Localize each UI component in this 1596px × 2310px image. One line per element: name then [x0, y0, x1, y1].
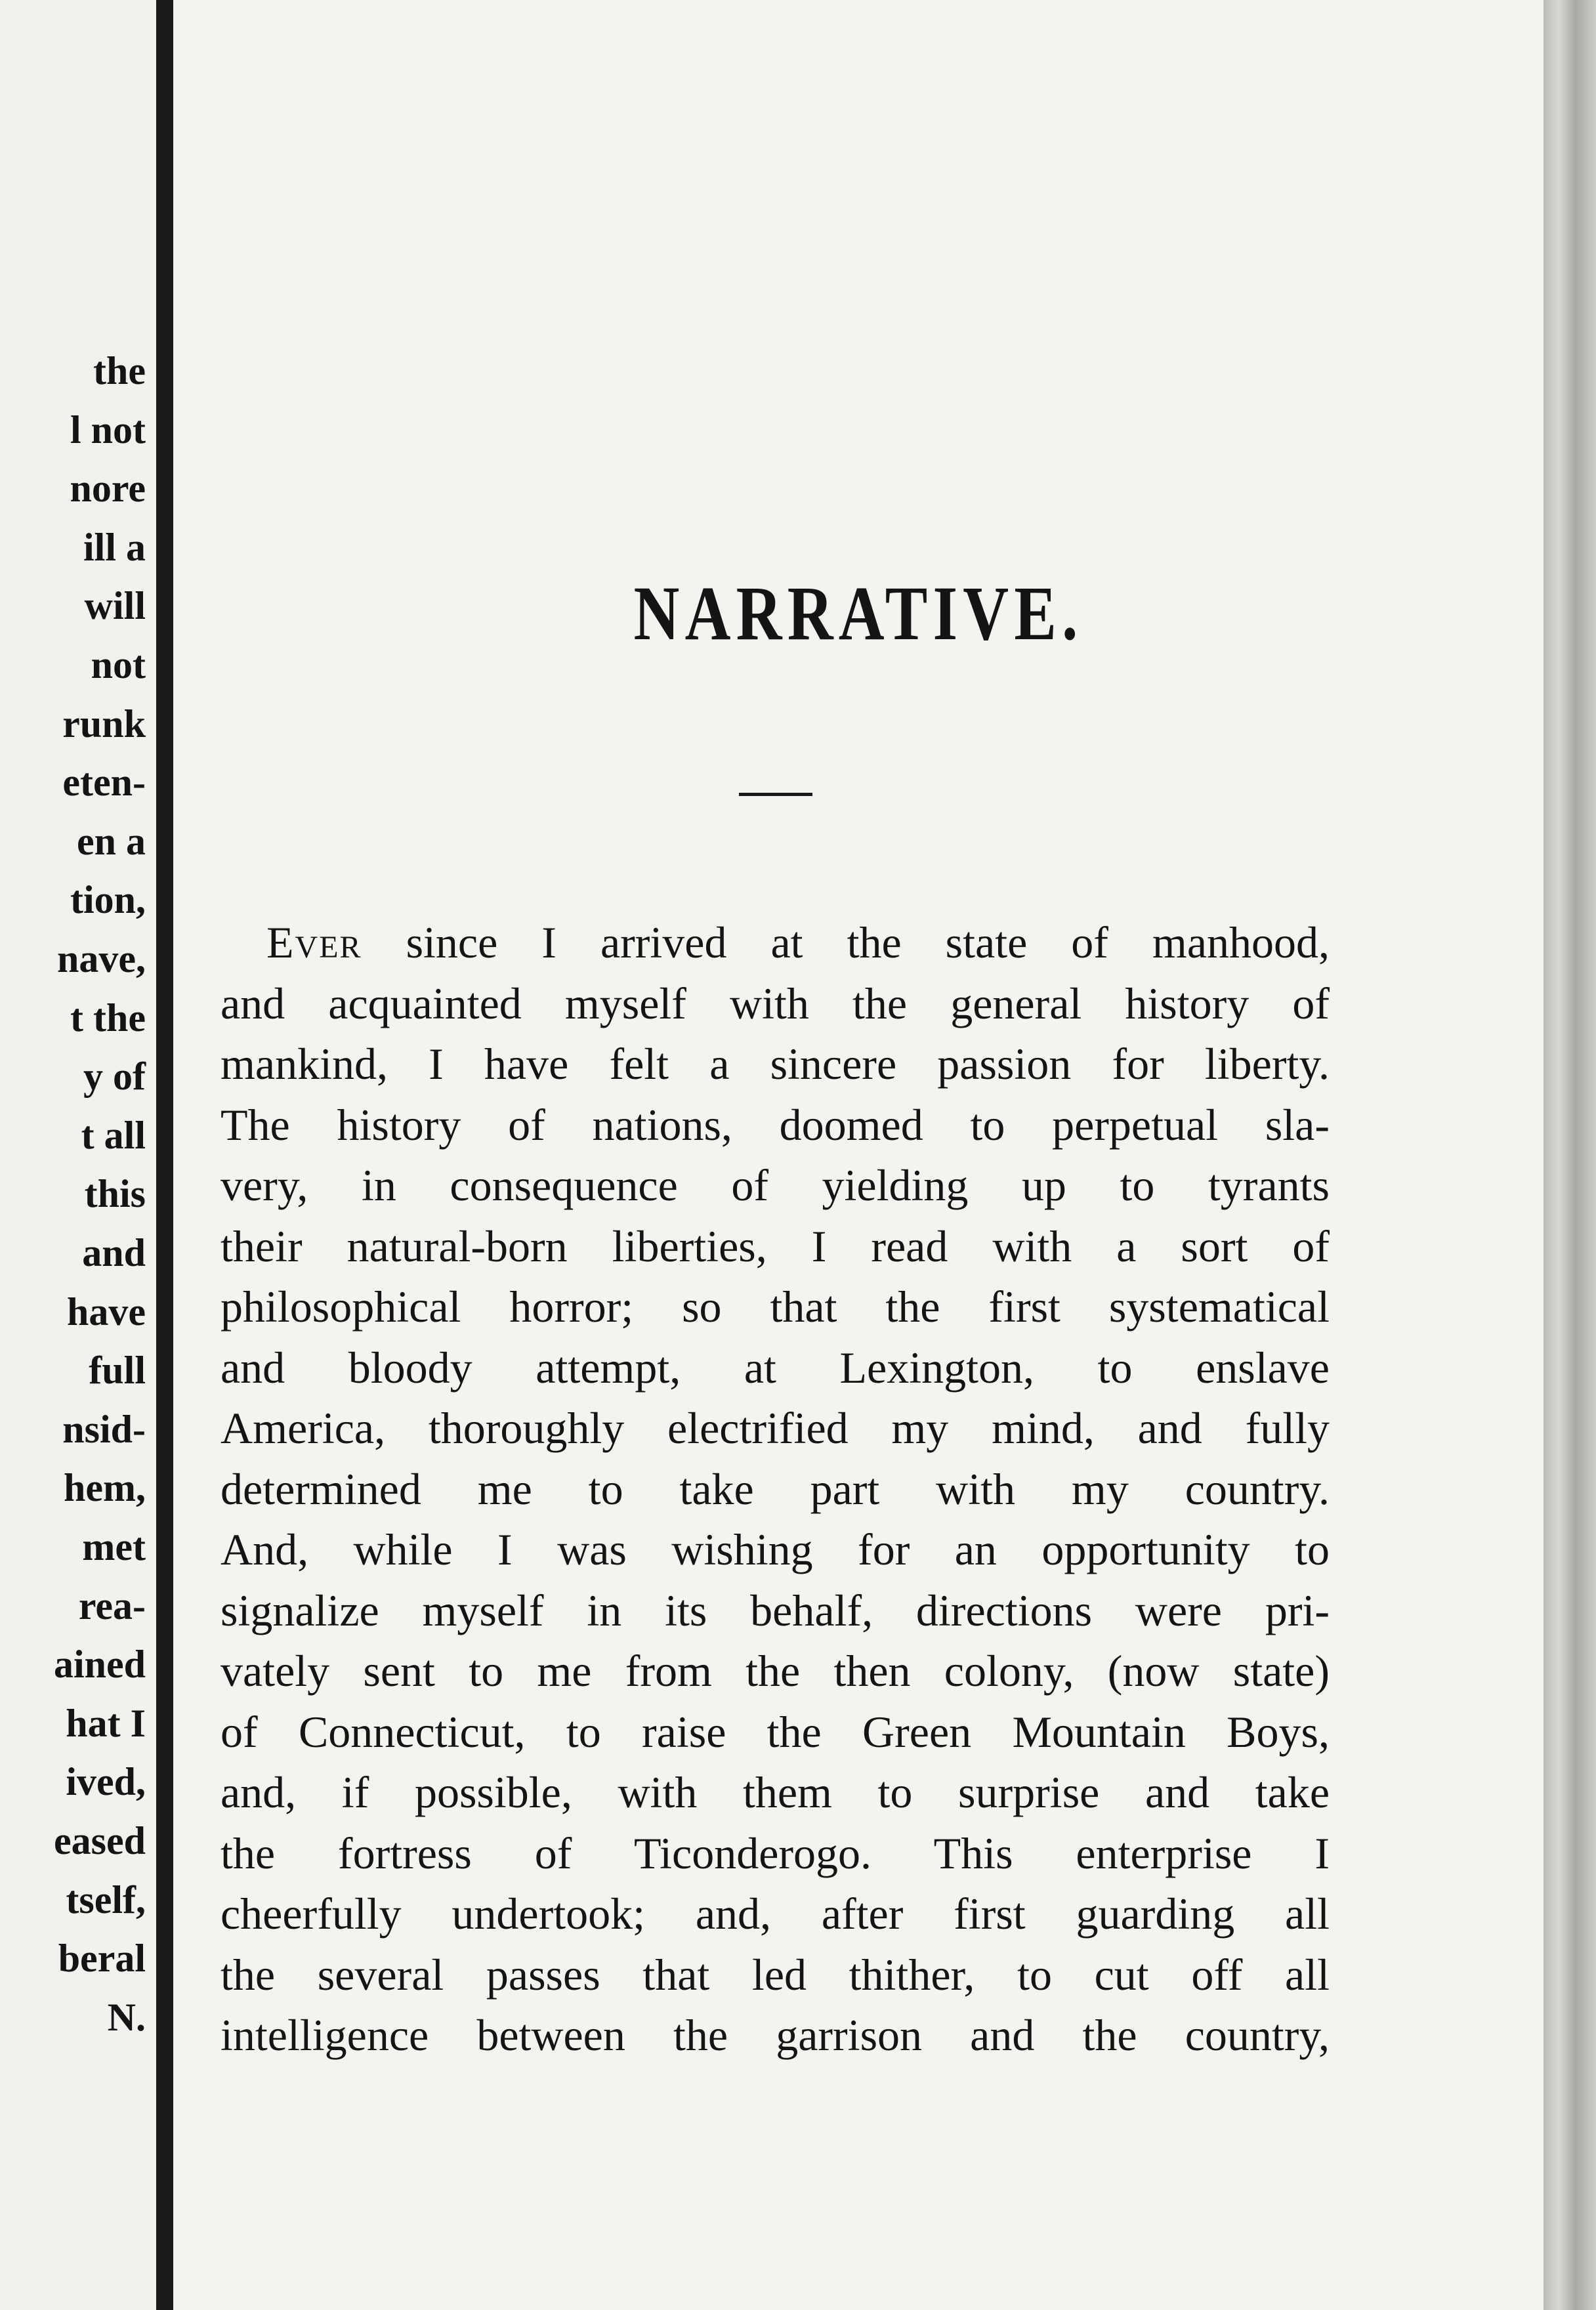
- left-page-line: nsid-: [62, 1407, 146, 1451]
- body-line-15: and, if possible, with them to surprise and take: [220, 1767, 1330, 1817]
- book-gutter: [156, 0, 173, 2310]
- body-line-10: determined me to take part with my country.: [220, 1463, 1330, 1514]
- left-page-line: N.: [107, 1995, 146, 2039]
- body-line-8: and bloody attempt, at Lexington, to enslave: [220, 1342, 1330, 1393]
- show-through-text: [239, 217, 1486, 276]
- left-page-line: y of: [83, 1055, 146, 1099]
- body-line-11: And, while I was wishing for an opportunity to: [220, 1524, 1330, 1574]
- body-line-6: their natural-born liberties, I read with a sort of: [220, 1221, 1330, 1271]
- left-page-line: eten-: [62, 761, 146, 805]
- left-page-line: hem,: [64, 1466, 146, 1510]
- left-page-line: the: [93, 349, 146, 392]
- left-page-fragment: [0, 0, 156, 2310]
- body-line-13: vately sent to me from the then colony, (now state): [220, 1646, 1330, 1696]
- left-page-line: l not: [70, 408, 146, 452]
- left-page-line: rea-: [78, 1584, 146, 1628]
- left-page-line: nore: [70, 467, 146, 511]
- body-line-7: philosophical horror; so that the first systematical: [220, 1282, 1330, 1332]
- lead-word: Ever: [266, 917, 362, 967]
- left-page-line: full: [89, 1349, 146, 1393]
- body-line-18: the several passes that led thither, to cut off all: [220, 1949, 1330, 2000]
- right-page: [173, 0, 1544, 2310]
- body-line-16: the fortress of Ticonderogo. This enterprise I: [220, 1828, 1330, 1878]
- body-line-4: The history of nations, doomed to perpetual sla-: [220, 1099, 1330, 1150]
- body-line-17: cheerfully undertook; and, after first guarding all: [220, 1889, 1330, 1939]
- page-title: NARRATIVE.: [633, 570, 1083, 656]
- left-page-line: t the: [70, 996, 146, 1040]
- body-line-14: of Connecticut, to raise the Green Mountain Boys,: [220, 1706, 1330, 1757]
- left-page-line: ained: [53, 1643, 146, 1687]
- left-page-line: beral: [58, 1937, 146, 1981]
- left-page-line: have: [67, 1290, 146, 1334]
- left-page-line: not: [91, 643, 146, 686]
- title-rule: [739, 793, 812, 796]
- left-page-line: tself,: [66, 1878, 146, 1922]
- left-page-line: nave,: [57, 937, 146, 980]
- left-page-line: ived,: [66, 1760, 146, 1804]
- body-line-2: and acquainted myself with the general history of: [220, 978, 1330, 1028]
- left-page-line: this: [84, 1172, 146, 1216]
- body-line-1: Ever since I arrived at the state of manhood,: [266, 917, 1330, 967]
- narrative-body: [220, 912, 1330, 2066]
- left-page-line: met: [82, 1525, 146, 1568]
- body-line-3: mankind, I have felt a sincere passion for liberty.: [220, 1039, 1330, 1089]
- body-line-9: America, thoroughly electrified my mind, and fully: [220, 1403, 1330, 1453]
- body-line-19: intelligence between the garrison and the country,: [220, 2010, 1330, 2060]
- left-page-line: tion,: [70, 878, 146, 922]
- left-page-line: ill a: [83, 525, 146, 569]
- body-line-12: signalize myself in its behalf, directions were pri-: [220, 1585, 1330, 1635]
- left-page-line: en a: [77, 819, 146, 863]
- left-page-line: hat I: [66, 1701, 146, 1745]
- left-page-line: eased: [54, 1819, 146, 1862]
- left-page-line: will: [84, 584, 146, 628]
- body-line-5: very, in consequence of yielding up to tyrants: [220, 1160, 1330, 1210]
- left-page-line: and: [82, 1231, 146, 1274]
- left-page-line: runk: [62, 702, 146, 746]
- left-page-line: t all: [81, 1113, 146, 1157]
- page-edges: [1544, 0, 1596, 2310]
